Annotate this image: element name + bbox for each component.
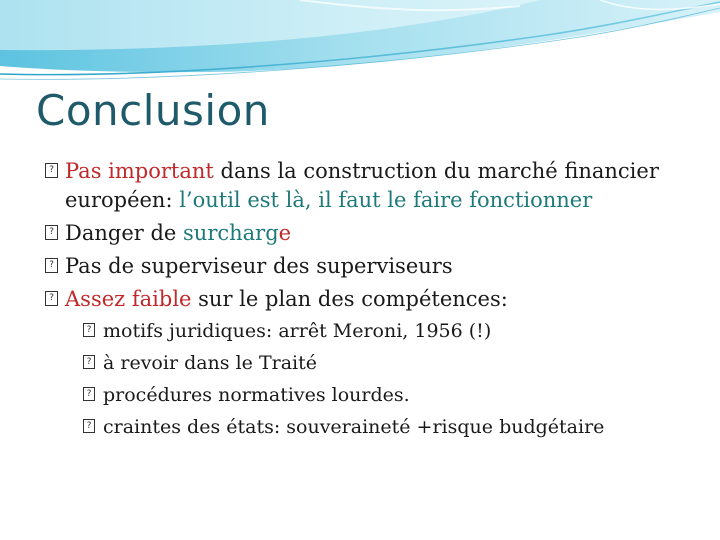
bullet-text-segment: Assez faible	[65, 287, 192, 311]
sub-bullet-marker-icon: ?	[83, 355, 95, 369]
bullet-text-segment: surcharg	[183, 221, 279, 245]
bullet-item	[45, 219, 705, 248]
sub-bullet-item	[83, 318, 705, 344]
sub-bullet-text: procédures normatives lourdes.	[103, 384, 410, 406]
bullet-marker-icon: ?	[45, 225, 58, 240]
slide-title: Conclusion	[36, 86, 270, 135]
sub-bullet-marker-icon: ?	[83, 323, 95, 337]
sub-bullet-item	[83, 414, 705, 440]
bullet-text-segment: Danger de	[65, 221, 184, 245]
bullet-item	[45, 252, 705, 281]
bullet-text-segment: Pas de superviseur des superviseurs	[65, 254, 453, 278]
sub-bullet-text: motifs juridiques: arrêt Meroni, 1956 (!)	[103, 320, 492, 342]
bullet-text-segment: e	[278, 221, 292, 245]
sub-bullet-marker-icon: ?	[83, 419, 95, 433]
header-wave-decoration	[0, 0, 720, 92]
bullet-item	[45, 157, 705, 215]
bullet-marker-icon: ?	[45, 291, 58, 306]
bullet-marker-icon: ?	[45, 258, 58, 273]
bullet-text-segment: sur le plan des compétences:	[191, 287, 508, 311]
bullet-list	[45, 157, 705, 446]
sub-bullet-text: à revoir dans le Traité	[103, 352, 317, 374]
sub-bullet-item	[83, 382, 705, 408]
bullet-item	[45, 285, 705, 314]
sub-bullet-text: craintes des états: souveraineté +risque budgétaire	[103, 416, 605, 438]
bullet-marker-icon: ?	[45, 163, 58, 178]
sub-bullet-item	[83, 350, 705, 376]
bullet-text-segment: Pas important	[65, 159, 214, 183]
bullet-text-segment: l’outil est là, il faut le faire fonctionner	[179, 188, 593, 212]
bullet-text-segment: dans la construction du marché financier européen:	[65, 159, 659, 212]
sub-bullet-marker-icon: ?	[83, 387, 95, 401]
sub-bullets	[45, 318, 705, 440]
main-bullets	[45, 157, 705, 314]
